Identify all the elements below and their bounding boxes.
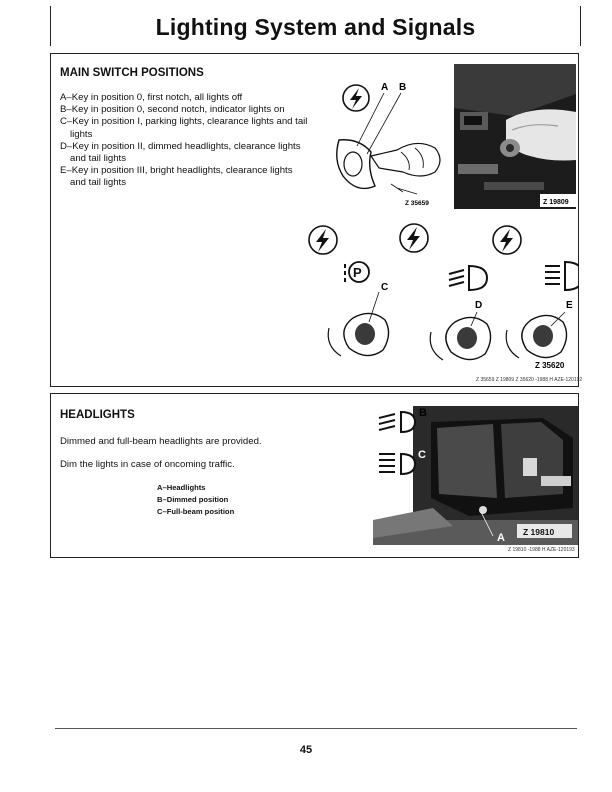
switch-housing: [328, 292, 388, 356]
dashboard-photo: [454, 64, 576, 209]
headlights-section: [50, 393, 579, 558]
switch-positions-list: [60, 92, 324, 190]
lightning-icon: [343, 85, 369, 111]
list-item: E–Key in position III, bright headlights, clearance lights: [60, 165, 293, 177]
list-item: lights: [70, 128, 93, 140]
figure-reference: Z 19810 -1988 H AZE-120193: [508, 547, 575, 553]
list-item: B–Key in position 0, second notch, indicator lights on: [60, 104, 285, 116]
figure-reference: Z 35659 Z 19809 Z 35620 -1988 H AZE-120192: [476, 377, 583, 383]
key-switch-drawing: [331, 68, 451, 210]
parking-light-icon: [345, 262, 369, 282]
switch-housing: [506, 312, 566, 358]
main-switch-heading: MAIN SWITCH POSITIONS: [60, 67, 204, 79]
fig4-label-c: C: [418, 449, 426, 461]
main-switch-section: [50, 53, 583, 387]
lightning-icon-row: [301, 218, 576, 264]
legend-item: A–Headlights: [157, 483, 206, 492]
switch-housing: [430, 312, 490, 360]
legend-item: C–Full-beam position: [157, 507, 235, 516]
combine-cab-photo: [373, 398, 578, 545]
switch-positions-drawing: [309, 260, 579, 370]
headlights-legend: [157, 482, 234, 518]
footer-rule: [55, 728, 577, 729]
list-item: and tail lights: [70, 153, 126, 165]
list-item: A–Key in position 0, first notch, all lights off: [60, 92, 243, 103]
fig3-label-e: E: [566, 300, 573, 311]
legend-item: B–Dimmed position: [157, 495, 229, 504]
fig4-label-a: A: [497, 532, 505, 544]
fig3-label-d: D: [475, 300, 483, 311]
fig4-label-b: B: [419, 407, 427, 419]
fig1-label-b: B: [399, 82, 407, 93]
fig2-code: Z 19809: [543, 199, 569, 206]
page-title: Lighting System and Signals: [155, 14, 476, 40]
list-item: C–Key in position I, parking lights, clearance lights and tail: [60, 116, 308, 128]
fig1-code: Z 35659: [405, 200, 429, 207]
list-item: and tail lights: [70, 177, 126, 189]
fig4-code: Z 19810: [523, 527, 555, 537]
svg-text:P: P: [353, 265, 362, 280]
dimmed-headlight-icon: [449, 266, 487, 290]
lightning-icon: [493, 226, 521, 254]
headlights-paragraph-1: Dimmed and full-beam headlights are provided.: [60, 436, 262, 447]
fig3-code: Z 35620: [535, 361, 565, 370]
fig1-label-a: A: [381, 82, 389, 93]
lightning-icon: [400, 224, 428, 252]
lightning-icon: [309, 226, 337, 254]
page-number: 45: [299, 744, 313, 756]
headlights-paragraph-2: Dim the lights in case of oncoming traffic.: [60, 459, 235, 470]
headlights-heading: HEADLIGHTS: [60, 409, 135, 421]
fig3-label-c: C: [381, 282, 389, 293]
full-beam-headlight-icon: [545, 262, 579, 290]
title-frame: [50, 6, 581, 46]
list-item: D–Key in position II, dimmed headlights, clearance lights: [60, 140, 301, 152]
